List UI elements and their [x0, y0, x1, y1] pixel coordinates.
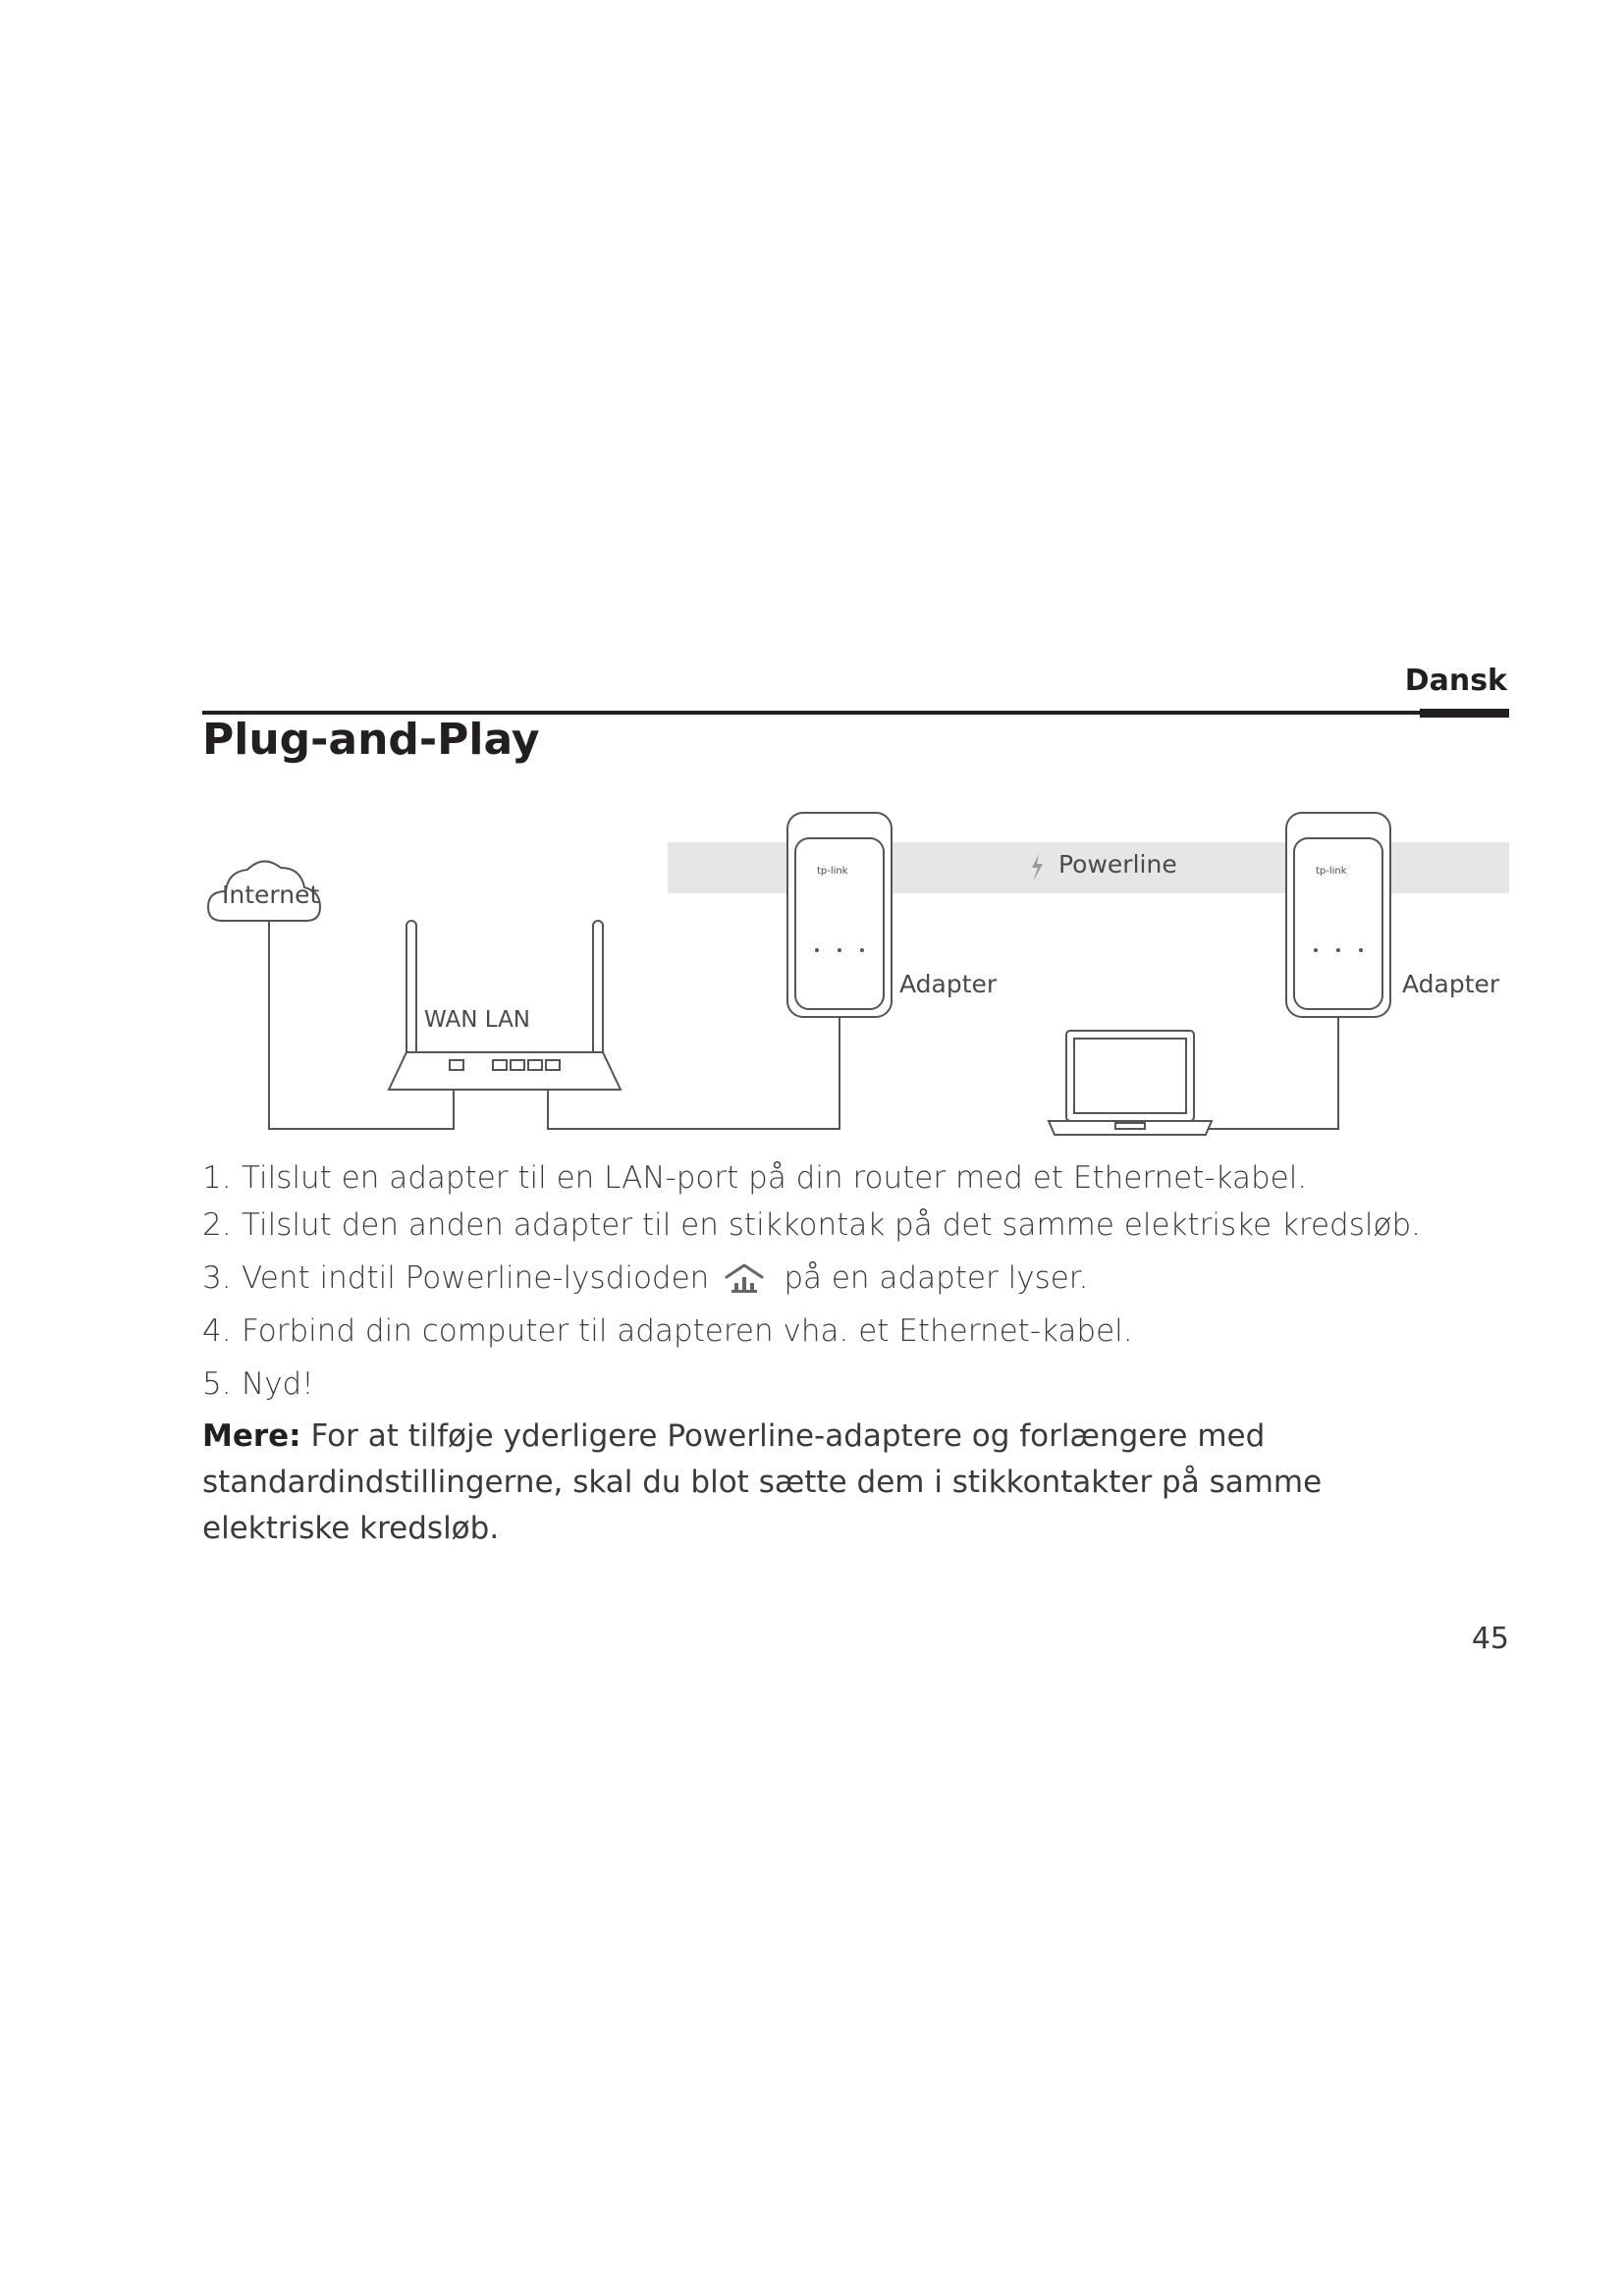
- step-number: 1.: [202, 1160, 232, 1196]
- adapter-left: [787, 813, 892, 1017]
- router-icon: [389, 921, 621, 1090]
- step-number: 3.: [202, 1260, 232, 1296]
- step-number: 4.: [202, 1313, 232, 1349]
- step-item: [202, 1201, 1509, 1249]
- step-text: Tilslut den anden adapter til en stikkontak på det samme elektriske kredsløb.: [242, 1207, 1421, 1243]
- powerline-led-icon: [723, 1261, 766, 1295]
- router-ports-label: WAN LAN: [424, 1007, 531, 1033]
- note-text: For at tilføje yderligere Powerline-adaptere og forlængere med standardindstillingerne, skal du blot sætte dem i stikkontakter på samme elektriske kredsløb.: [202, 1418, 1323, 1546]
- adapter-left-brand: tp-link: [817, 866, 848, 877]
- step-text: Tilslut en adapter til en LAN-port på din router med et Ethernet-kabel.: [242, 1160, 1308, 1196]
- note-paragraph: [202, 1414, 1430, 1552]
- page-title: Plug-and-Play: [202, 715, 540, 765]
- step-item: [202, 1308, 1509, 1355]
- adapter-right: [1286, 813, 1390, 1017]
- internet-label: Internet: [222, 881, 320, 909]
- step-number: 5.: [202, 1366, 232, 1402]
- adapter-right-label: Adapter: [1402, 970, 1500, 998]
- network-diagram: [202, 805, 1509, 1148]
- step-text-before-icon: Vent indtil Powerline-lysdioden: [242, 1260, 710, 1296]
- laptop-icon: [1049, 1031, 1212, 1135]
- note-label: Mere:: [202, 1418, 301, 1454]
- step-item: [202, 1154, 1509, 1201]
- language-tab: Dansk: [1404, 664, 1507, 698]
- page-number: 45: [1471, 1622, 1509, 1656]
- step-text-after-icon: på en adapter lyser.: [784, 1260, 1089, 1296]
- step-text: Nyd!: [242, 1366, 314, 1402]
- step-item: [202, 1249, 1509, 1308]
- powerline-label: Powerline: [1058, 850, 1177, 879]
- adapter-left-label: Adapter: [899, 970, 998, 998]
- adapter-right-brand: tp-link: [1316, 866, 1347, 877]
- step-item: [202, 1355, 1509, 1414]
- steps-list: [202, 1154, 1509, 1414]
- step-text: Forbind din computer til adapteren vha. et Ethernet-kabel.: [242, 1313, 1133, 1349]
- step-number: 2.: [202, 1207, 232, 1243]
